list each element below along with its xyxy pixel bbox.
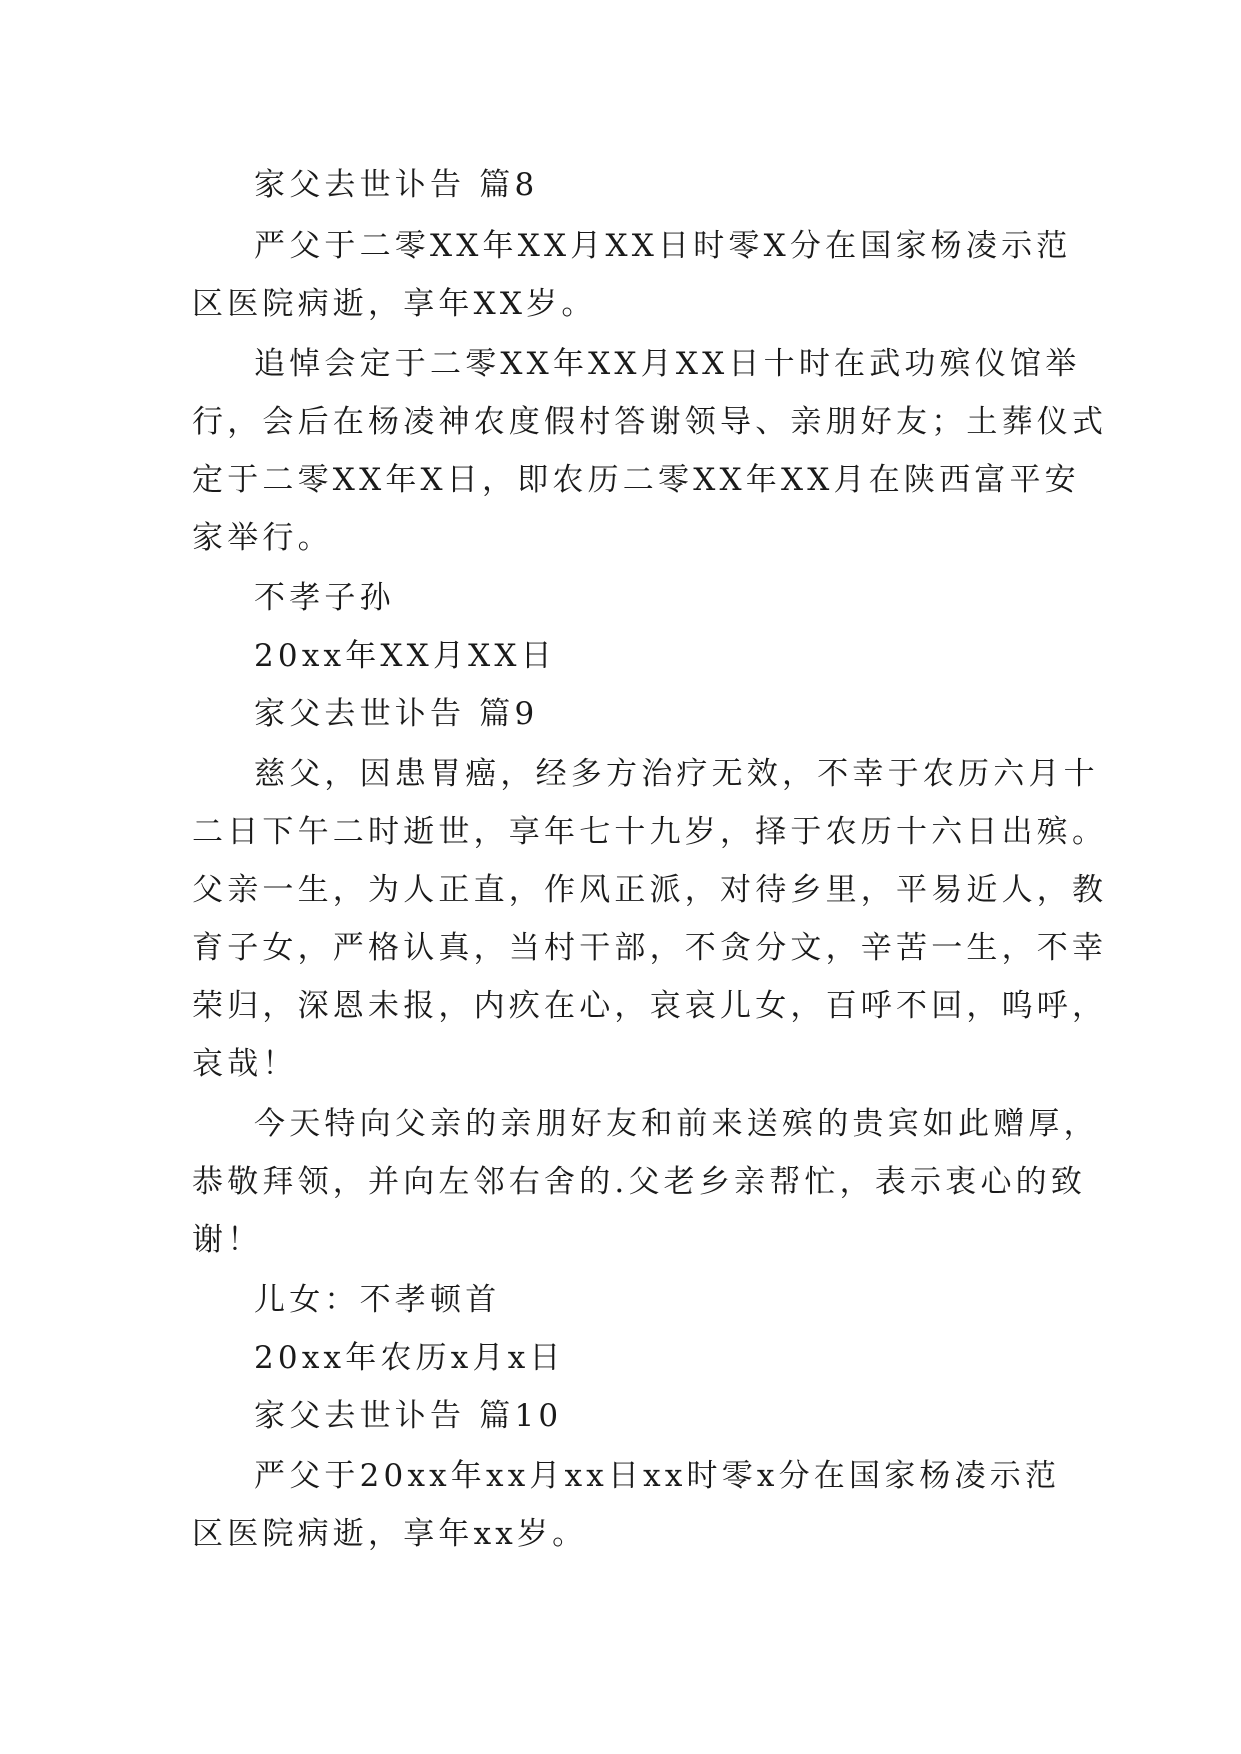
paragraph-line: 区医院病逝，享年XX岁。 xyxy=(192,286,597,322)
paragraph-line: 追悼会定于二零XX年XX月XX日十时在武功殡仪馆举 xyxy=(254,346,1081,382)
paragraph-line: 慈父，因患胃癌，经多方治疗无效，不幸于农历六月十 xyxy=(254,756,1099,792)
paragraph-line: 荣归，深恩未报，内疚在心，哀哀儿女，百呼不回，呜呼， xyxy=(192,988,1108,1024)
paragraph-line: 今天特向父亲的亲朋好友和前来送殡的贵宾如此赠厚， xyxy=(254,1106,1099,1142)
paragraph-line: 育子女，严格认真，当村干部，不贪分文，辛苦一生，不幸 xyxy=(192,930,1108,966)
paragraph-line: 二日下午二时逝世，享年七十九岁，择于农历十六日出殡。 xyxy=(192,814,1108,850)
paragraph-line: 严父于二零XX年XX月XX日时零X分在国家杨凌示范 xyxy=(254,228,1072,264)
date-line: 20xx年XX月XX日 xyxy=(254,638,556,674)
paragraph-line: 父亲一生，为人正直，作风正派，对待乡里，平易近人，教 xyxy=(192,872,1108,908)
signature-line: 不孝子孙 xyxy=(254,580,395,616)
paragraph-line: 行，会后在杨凌神农度假村答谢领导、亲朋好友；土葬仪式 xyxy=(192,404,1108,440)
paragraph-line: 严父于20xx年xx月xx日xx时零x分在国家杨凌示范 xyxy=(254,1458,1061,1494)
paragraph-line: 定于二零XX年X日，即农历二零XX年XX月在陕西富平安 xyxy=(192,462,1080,498)
paragraph-line: 哀哉！ xyxy=(192,1046,298,1082)
signature-line: 儿女：不孝顿首 xyxy=(254,1282,501,1318)
date-line: 20xx年农历x月x日 xyxy=(254,1340,565,1376)
heading-part-9: 家父去世讣告 篇9 xyxy=(254,696,539,732)
heading-part-8: 家父去世讣告 篇8 xyxy=(254,167,539,203)
paragraph-line: 恭敬拜领，并向左邻右舍的.父老乡亲帮忙，表示衷心的致 xyxy=(192,1164,1087,1200)
heading-part-10: 家父去世讣告 篇10 xyxy=(254,1398,563,1434)
paragraph-line: 谢！ xyxy=(192,1222,263,1258)
paragraph-line: 区医院病逝，享年xx岁。 xyxy=(192,1516,588,1552)
paragraph-line: 家举行。 xyxy=(192,520,333,556)
